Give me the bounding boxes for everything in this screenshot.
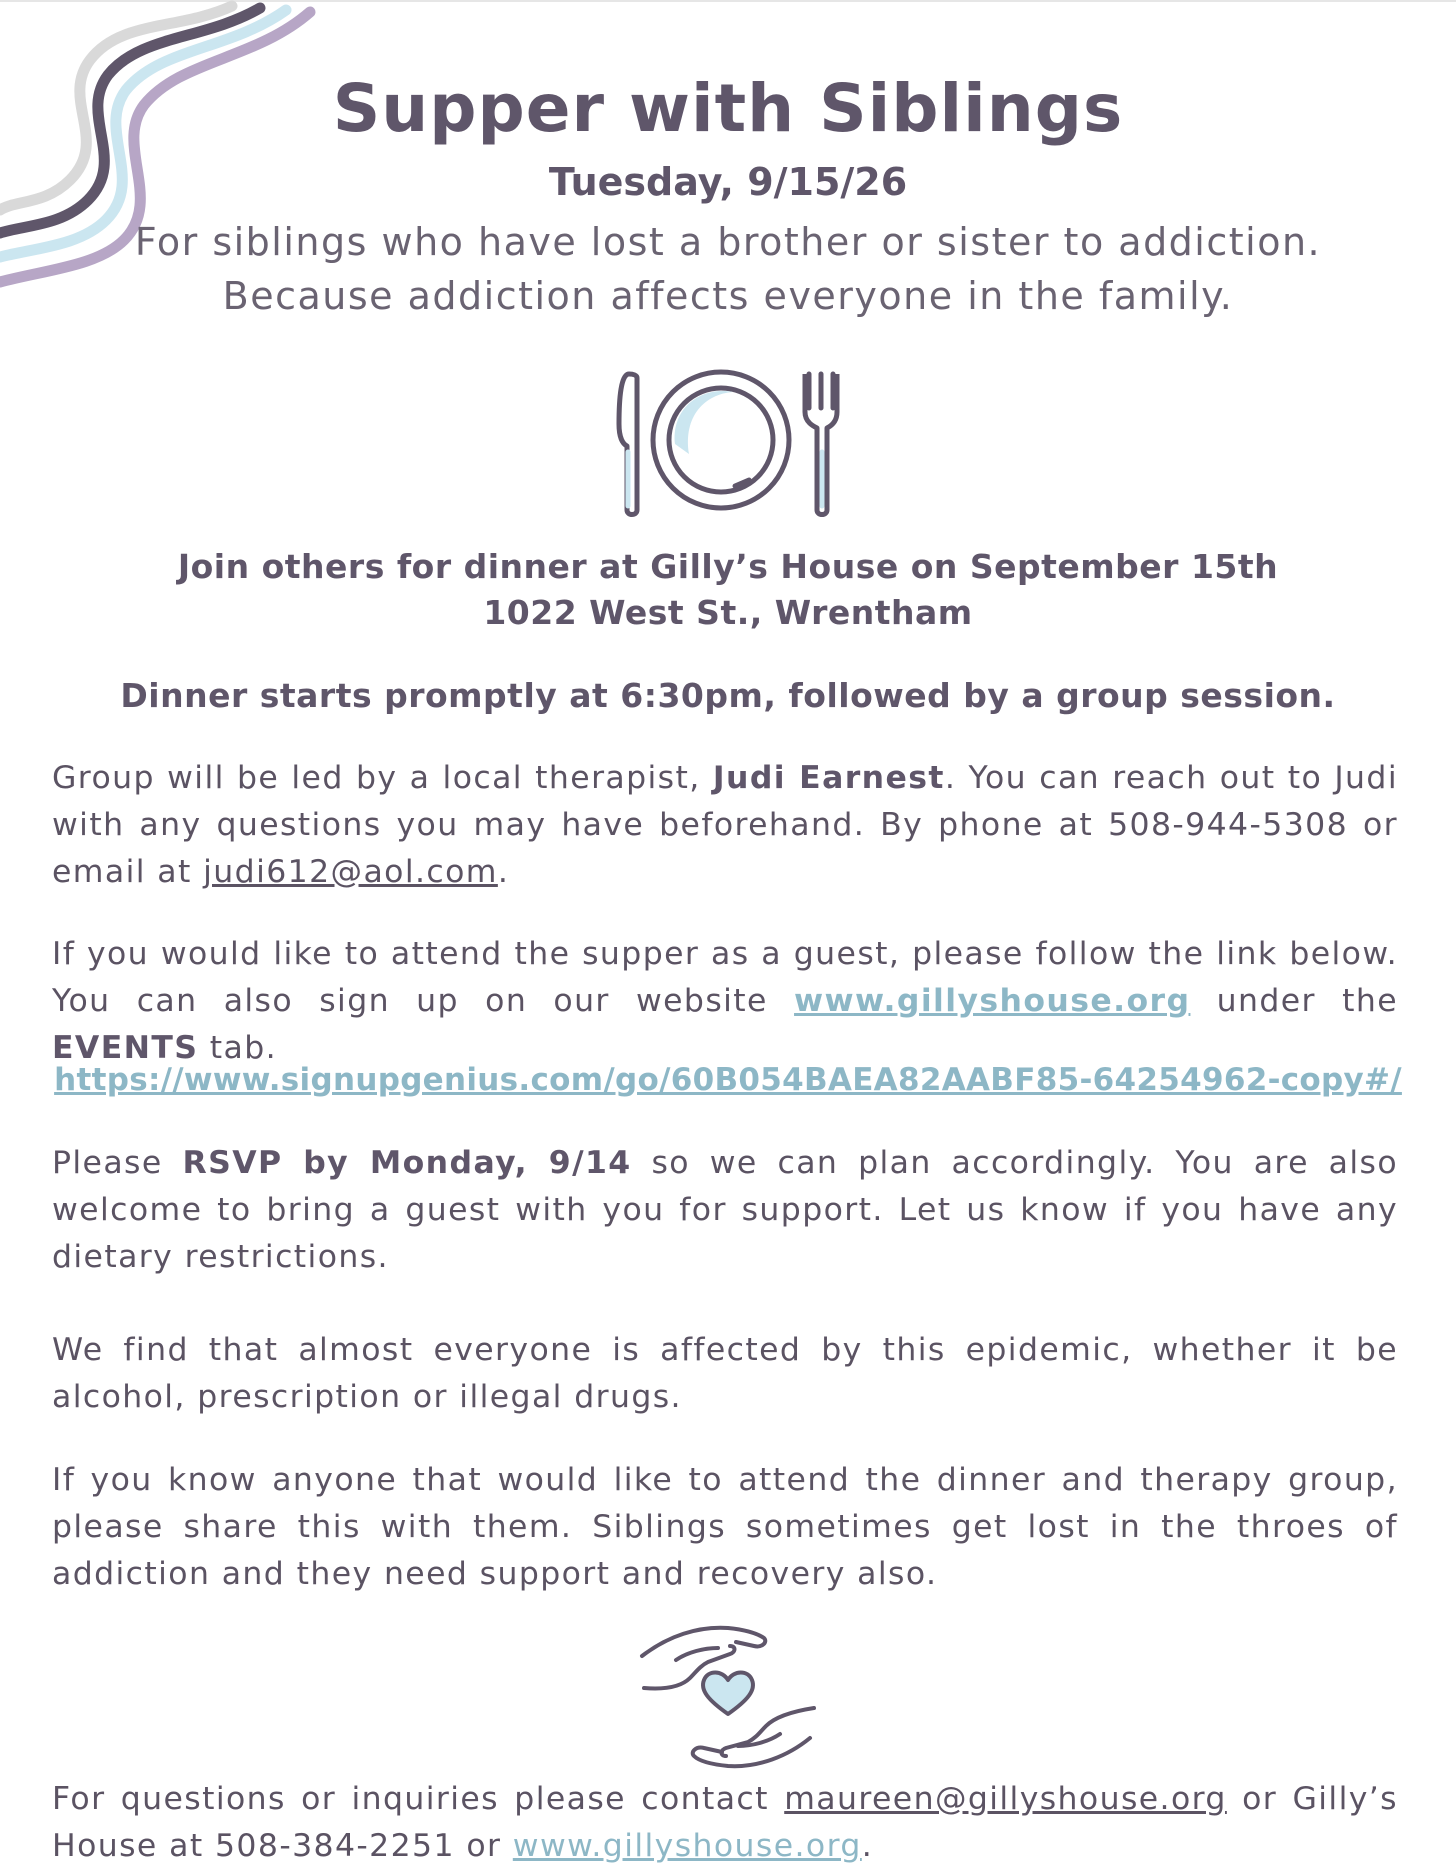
therapist-name: Judi Earnest	[712, 760, 945, 796]
contact-end: .	[861, 1828, 874, 1864]
hands-heart-icon	[638, 1616, 818, 1776]
plate-knife-fork-icon	[615, 368, 841, 518]
signup-link[interactable]: https://www.signupgenius.com/go/60B054BAEA82AABF85-64254962-copy#/	[54, 1062, 1402, 1098]
event-location: Join others for dinner at Gilly’s House on September 15th	[177, 547, 1279, 586]
attend-text-after: tab.	[198, 1030, 278, 1066]
events-tab-label: EVENTS	[52, 1030, 199, 1066]
therapist-text-before: Group will be led by a local therapist,	[52, 760, 713, 796]
rsvp-text-after: so we can plan accordingly. You are also welcome to bring a guest with you for support. Let us know if you have any dietary restrictions.	[52, 1145, 1398, 1275]
contact-text-before: For questions or inquiries please contact	[52, 1781, 785, 1817]
contact-email-link[interactable]: maureen@gillyshouse.org	[784, 1781, 1227, 1817]
therapist-paragraph	[52, 755, 1398, 896]
website-link[interactable]: www.gillyshouse.org	[794, 983, 1191, 1019]
attend-text-middle: under the	[1190, 983, 1398, 1019]
flyer-subtitle	[0, 215, 1456, 323]
share-paragraph: If you know anyone that would like to attend the dinner and therapy group, please share this with them. Siblings sometimes get lost in the throes of addiction and they need support and recovery also.	[52, 1462, 1398, 1592]
event-time: Dinner starts promptly at 6:30pm, followed by a group session.	[120, 676, 1336, 715]
attend-text-before: If you would like to attend the supper as a guest, please follow the link below. You can also sign up on our website	[52, 936, 1398, 1019]
contact-website-link[interactable]: www.gillyshouse.org	[512, 1828, 862, 1864]
rsvp-text-before: Please	[52, 1145, 183, 1181]
rsvp-paragraph	[52, 1140, 1398, 1281]
therapist-end: .	[497, 854, 510, 890]
contact-text-middle: or Gilly’s House at 508-384-2251 or	[52, 1781, 1398, 1864]
subtitle-line-1: For siblings who have lost a brother or sister to addiction.	[134, 220, 1322, 264]
attend-paragraph	[52, 931, 1398, 1072]
therapist-email-link[interactable]: judi612@aol.com	[203, 854, 498, 890]
event-date: Tuesday, 9/15/26	[548, 160, 908, 204]
flyer-title: Supper with Siblings	[332, 70, 1124, 147]
event-address: 1022 West St., Wrentham	[483, 593, 973, 632]
epidemic-paragraph: We find that almost everyone is affected by this epidemic, whether it be alcohol, prescription or illegal drugs.	[52, 1332, 1398, 1415]
rsvp-deadline: RSVP by Monday, 9/14	[182, 1145, 632, 1181]
therapist-text-after: . You can reach out to Judi with any questions you may have beforehand. By phone at 508-944-5308 or email at	[52, 760, 1398, 890]
subtitle-line-2: Because addiction affects everyone in the family.	[222, 274, 1234, 318]
contact-paragraph	[52, 1776, 1398, 1870]
